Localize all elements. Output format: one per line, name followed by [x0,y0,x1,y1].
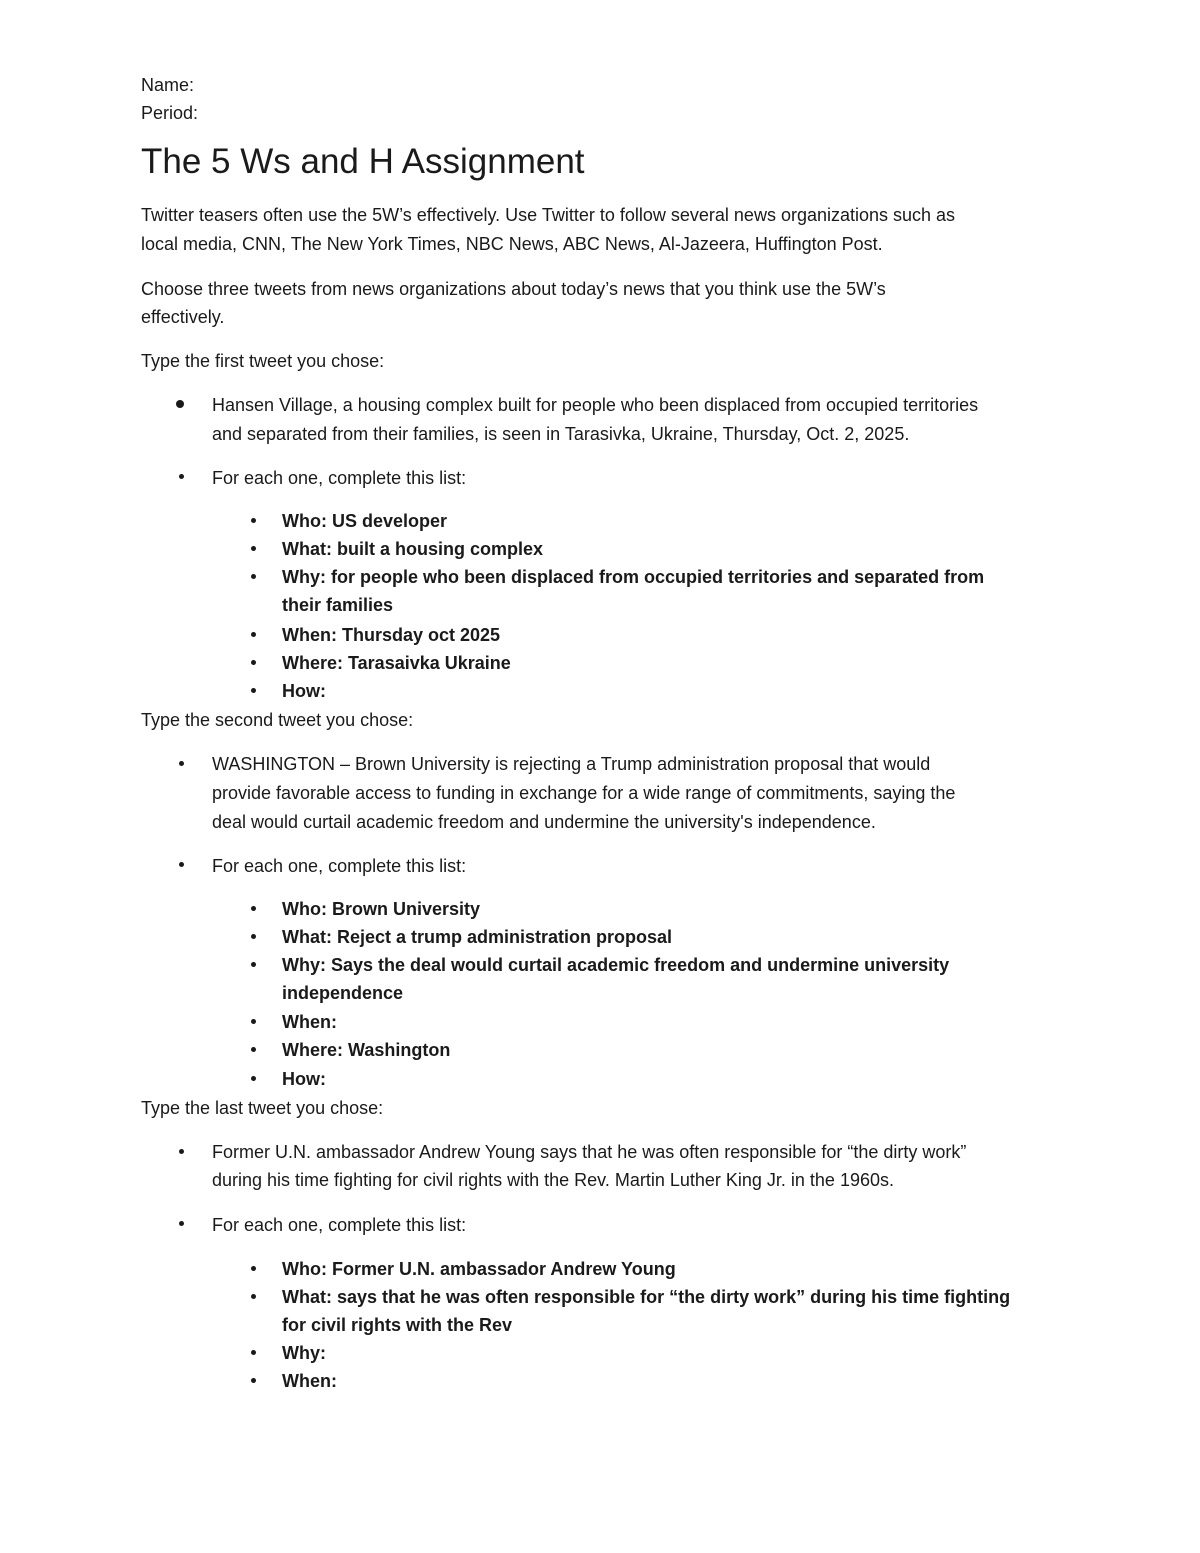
bullet-icon [251,1266,256,1271]
tweet3-what-line-2: for civil rights with the Rev [282,1315,513,1335]
tweet1-who: Who: US developer [282,511,448,531]
bullet-icon [179,761,184,766]
bullet-icon [251,660,256,665]
tweet2-text-line-1: WASHINGTON – Brown University is rejecting a Trump administration proposal that would [212,754,931,774]
tweet3-prompt: Type the last tweet you chose: [141,1098,384,1118]
tweet3-list-prompt: For each one, complete this list: [212,1215,467,1235]
tweet2-why-line-2: independence [282,983,404,1003]
bullet-icon [251,518,256,523]
tweet2-text-line-3: deal would curtail academic freedom and undermine the university's independence. [212,812,876,832]
intro-line-3: Choose three tweets from news organizations about today’s news that you think use the 5W’s [141,279,886,299]
tweet1-prompt: Type the first tweet you chose: [141,351,385,371]
tweet1-why-line-1: Why: for people who been displaced from occupied territories and separated from [282,567,985,587]
tweet3-why: Why: [282,1343,326,1363]
bullet-icon [251,1047,256,1052]
tweet1-list-prompt: For each one, complete this list: [212,468,467,488]
bullet-icon [251,688,256,693]
tweet2-how: How: [282,1069,326,1089]
bullet-icon [179,862,184,867]
tweet2-when: When: [282,1012,337,1032]
tweet1-when: When: Thursday oct 2025 [282,625,501,645]
intro-line-1: Twitter teasers often use the 5W’s effectively. Use Twitter to follow several news organizations such as [141,205,956,225]
tweet1-what: What: built a housing complex [282,539,543,559]
intro-line-4: effectively. [141,307,225,327]
bullet-icon [251,1350,256,1355]
tweet1-where: Where: Tarasaivka Ukraine [282,653,511,673]
tweet2-list-prompt: For each one, complete this list: [212,856,467,876]
name-label: Name: [141,75,195,95]
bullet-icon [176,400,184,408]
bullet-icon [251,546,256,551]
tweet3-when: When: [282,1371,337,1391]
tweet2-who: Who: Brown University [282,899,481,919]
tweet2-what: What: Reject a trump administration proposal [282,927,673,947]
tweet3-text-line-2: during his time fighting for civil rights with the Rev. Martin Luther King Jr. in the 1960s. [212,1170,894,1190]
tweet3-text-line-1: Former U.N. ambassador Andrew Young says that he was often responsible for “the dirty work” [212,1142,967,1162]
bullet-icon [179,1149,184,1154]
tweet2-why-line-1: Why: Says the deal would curtail academic freedom and undermine university [282,955,950,975]
tweet3-what-line-1: What: says that he was often responsible for “the dirty work” during his time fighting [282,1287,1011,1307]
tweet2-text-line-2: provide favorable access to funding in exchange for a wide range of commitments, saying the [212,783,956,803]
tweet1-text-line-1: Hansen Village, a housing complex built for people who been displaced from occupied territories [212,395,979,415]
tweet1-how: How: [282,681,326,701]
bullet-icon [251,632,256,637]
bullet-icon [251,1076,256,1081]
intro-line-2: local media, CNN, The New York Times, NBC News, ABC News, Al-Jazeera, Huffington Post. [141,234,883,254]
bullet-icon [251,1019,256,1024]
bullet-icon [251,1294,256,1299]
period-label: Period: [141,103,199,123]
bullet-icon [251,1378,256,1383]
bullet-icon [251,934,256,939]
bullet-icon [251,962,256,967]
bullet-icon [251,574,256,579]
bullet-icon [251,906,256,911]
bullet-icon [179,1221,184,1226]
tweet1-why-line-2: their families [282,595,394,615]
tweet2-prompt: Type the second tweet you chose: [141,710,414,730]
tweet3-who: Who: Former U.N. ambassador Andrew Young [282,1259,676,1279]
bullet-icon [179,474,184,479]
tweet1-text-line-2: and separated from their families, is seen in Tarasivka, Ukraine, Thursday, Oct. 2, 2025. [212,424,910,444]
tweet2-where: Where: Washington [282,1040,451,1060]
page-title: The 5 Ws and H Assignment [141,142,585,181]
